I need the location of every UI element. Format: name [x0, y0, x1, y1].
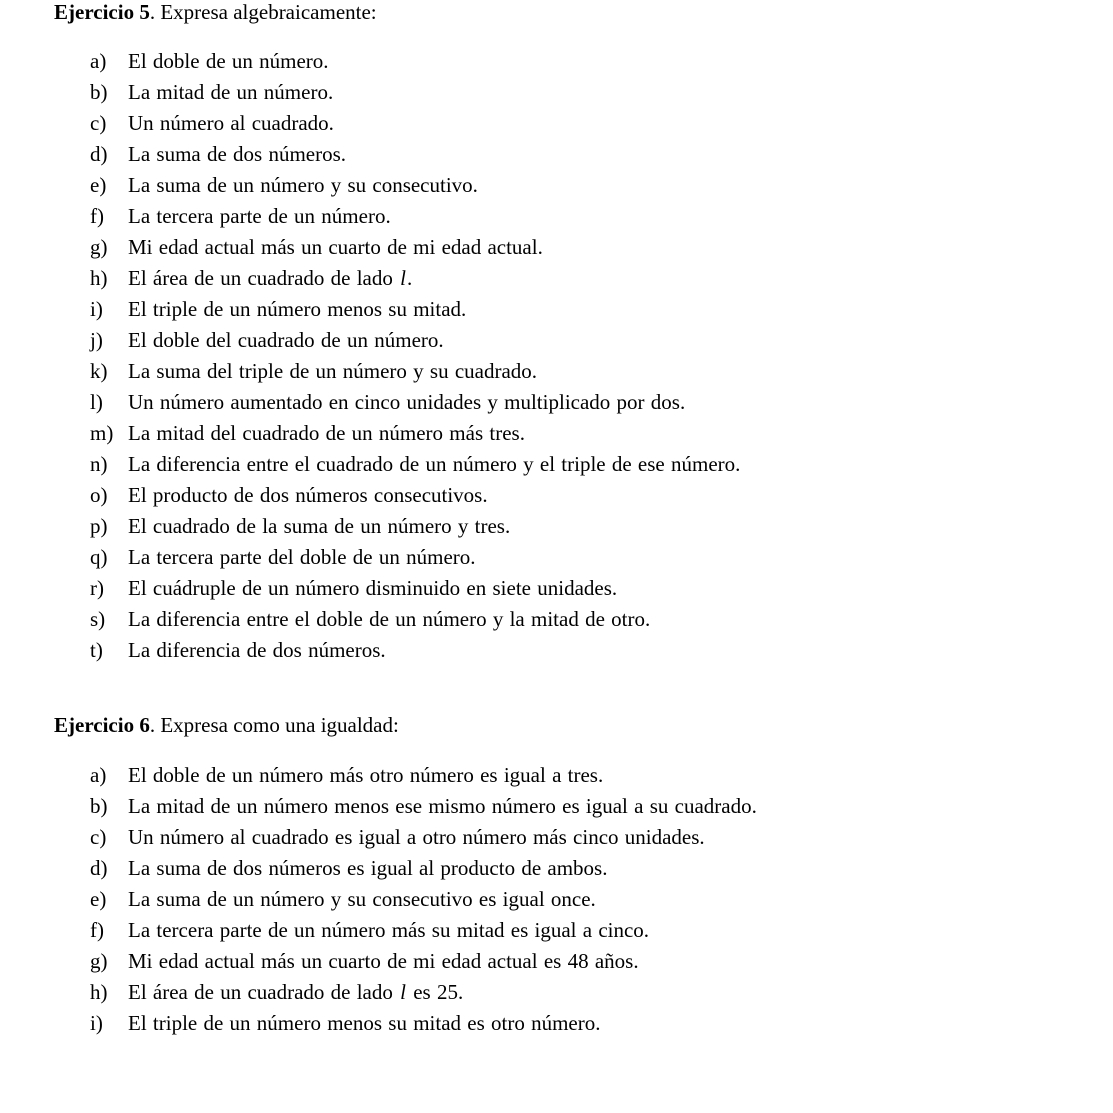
item-label: b)	[90, 80, 108, 104]
item-label: q)	[90, 545, 108, 569]
list-item	[0, 822, 1113, 853]
item-label: h)	[90, 980, 108, 1004]
item-text: Mi edad actual más un cuarto de mi edad actual.	[128, 235, 543, 259]
item-label: s)	[90, 607, 106, 631]
item-label: a)	[90, 49, 107, 73]
item-label: g)	[90, 949, 108, 973]
item-text: La tercera parte de un número más su mitad es igual a cinco.	[128, 918, 650, 942]
item-label: c)	[90, 825, 107, 849]
list-item	[0, 418, 1113, 449]
item-label: e)	[90, 887, 107, 911]
list-item	[0, 294, 1113, 325]
exercise5-intro: . Expresa algebraicamente:	[149, 0, 377, 24]
item-label: t)	[90, 638, 103, 662]
item-label: g)	[90, 235, 108, 259]
list-item	[0, 480, 1113, 511]
item-label: j)	[90, 328, 103, 352]
item-text: La tercera parte del doble de un número.	[128, 545, 476, 569]
item-text: La suma de un número y su consecutivo.	[128, 173, 478, 197]
item-text: La mitad de un número menos ese mismo número es igual a su cuadrado.	[128, 794, 757, 818]
exercise5-list	[0, 46, 1113, 666]
item-text: La suma del triple de un número y su cuadrado.	[128, 359, 538, 383]
item-label: i)	[90, 1011, 103, 1035]
list-item	[0, 449, 1113, 480]
item-label: e)	[90, 173, 107, 197]
exercise6-number: Ejercicio 6	[54, 713, 150, 737]
item-text: El triple de un número menos su mitad.	[128, 297, 467, 321]
list-item	[0, 1008, 1113, 1039]
list-item	[0, 511, 1113, 542]
item-text: La mitad del cuadrado de un número más tres.	[128, 421, 525, 445]
item-text: Un número al cuadrado es igual a otro número más cinco unidades.	[128, 825, 705, 849]
item-text: La tercera parte de un número.	[128, 204, 391, 228]
list-item	[0, 356, 1113, 387]
item-label: p)	[90, 514, 108, 538]
list-item	[0, 853, 1113, 884]
list-item	[0, 604, 1113, 635]
list-item	[0, 573, 1113, 604]
item-text: Mi edad actual más un cuarto de mi edad actual es 48 años.	[128, 949, 639, 973]
item-text: El cuádruple de un número disminuido en siete unidades.	[128, 576, 618, 600]
math-variable: l	[400, 266, 406, 290]
item-label: m)	[90, 421, 114, 445]
item-text: La diferencia de dos números.	[128, 638, 386, 662]
list-item	[0, 977, 1113, 1008]
item-label: a)	[90, 763, 107, 787]
item-label: r)	[90, 576, 104, 600]
item-text: La suma de dos números es igual al producto de ambos.	[128, 856, 608, 880]
list-item	[0, 263, 1113, 294]
item-text: Un número aumentado en cinco unidades y multiplicado por dos.	[128, 390, 686, 414]
item-label: n)	[90, 452, 108, 476]
list-item	[0, 201, 1113, 232]
item-text: La diferencia entre el cuadrado de un número y el triple de ese número.	[128, 452, 741, 476]
item-label: f)	[90, 204, 104, 228]
item-text: El doble del cuadrado de un número.	[128, 328, 444, 352]
exercise5-heading	[54, 1, 377, 23]
list-item	[0, 791, 1113, 822]
item-text: El cuadrado de la suma de un número y tres.	[128, 514, 511, 538]
item-text: El doble de un número.	[128, 49, 329, 73]
item-text: El área de un cuadrado de lado l es 25.	[128, 980, 464, 1004]
list-item	[0, 170, 1113, 201]
list-item	[0, 542, 1113, 573]
list-item	[0, 760, 1113, 791]
list-item	[0, 387, 1113, 418]
math-variable: l	[400, 980, 406, 1004]
exercise6-intro: . Expresa como una igualdad:	[149, 713, 399, 737]
item-text: La suma de un número y su consecutivo es igual once.	[128, 887, 596, 911]
list-item	[0, 232, 1113, 263]
item-label: d)	[90, 856, 108, 880]
item-label: i)	[90, 297, 103, 321]
item-text: El doble de un número más otro número es igual a tres.	[128, 763, 604, 787]
list-item	[0, 108, 1113, 139]
item-text: La diferencia entre el doble de un número y la mitad de otro.	[128, 607, 651, 631]
exercise5-number: Ejercicio 5	[54, 0, 150, 24]
list-item	[0, 884, 1113, 915]
item-text: El área de un cuadrado de lado l.	[128, 266, 413, 290]
item-text: Un número al cuadrado.	[128, 111, 334, 135]
item-label: c)	[90, 111, 107, 135]
exercise6-list	[0, 760, 1113, 1039]
item-label: o)	[90, 483, 108, 507]
item-label: d)	[90, 142, 108, 166]
list-item	[0, 139, 1113, 170]
exercise6-heading	[54, 714, 399, 736]
item-text: La suma de dos números.	[128, 142, 347, 166]
list-item	[0, 46, 1113, 77]
list-item	[0, 325, 1113, 356]
item-label: f)	[90, 918, 104, 942]
item-label: k)	[90, 359, 108, 383]
item-label: h)	[90, 266, 108, 290]
list-item	[0, 946, 1113, 977]
item-text: La mitad de un número.	[128, 80, 334, 104]
item-text: El producto de dos números consecutivos.	[128, 483, 488, 507]
item-label: l)	[90, 390, 103, 414]
list-item	[0, 635, 1113, 666]
list-item	[0, 77, 1113, 108]
item-text: El triple de un número menos su mitad es otro número.	[128, 1011, 601, 1035]
list-item	[0, 915, 1113, 946]
item-label: b)	[90, 794, 108, 818]
